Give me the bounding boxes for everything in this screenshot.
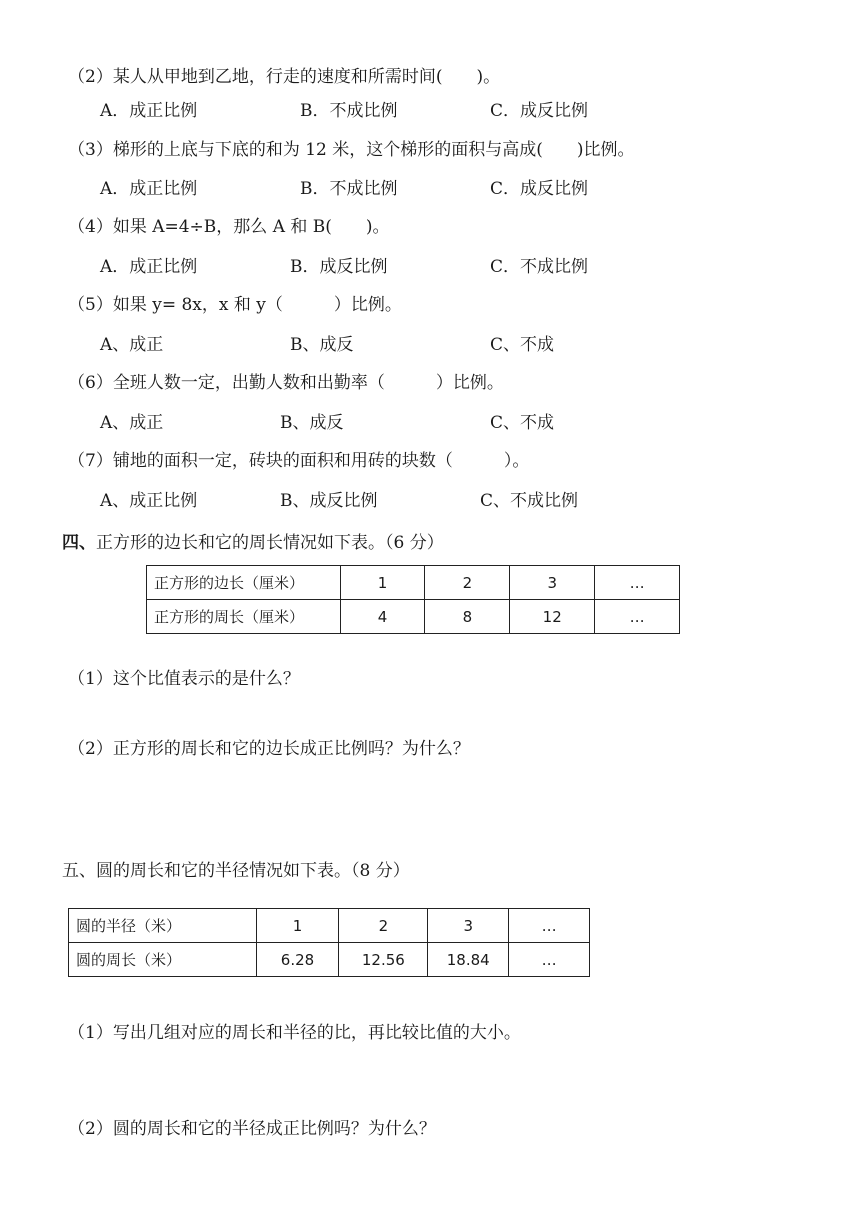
table-cell: 3 [428, 909, 509, 943]
table-header-cell: 圆的周长（米） [69, 943, 257, 977]
table-cell: … [509, 943, 590, 977]
question-4-stem: （4）如果 A=4÷B，那么 A 和 B( )。 [68, 217, 390, 237]
question-6-option-b: B、成反 [280, 413, 344, 433]
question-3-option-a: A．成正比例 [100, 179, 198, 199]
table-cell: 3 [510, 566, 595, 600]
table-header-cell: 圆的半径（米） [69, 909, 257, 943]
table-cell: 6.28 [256, 943, 339, 977]
question-6-option-c: C、不成 [490, 413, 555, 433]
table-header-cell: 正方形的周长（厘米） [147, 600, 341, 634]
question-3-stem: （3）梯形的上底与下底的和为 12 米，这个梯形的面积与高成( )比例。 [68, 140, 635, 160]
table-cell: 18.84 [428, 943, 509, 977]
question-5-stem: （5）如果 y= 8x，x 和 y（ ）比例。 [68, 295, 402, 315]
question-7-option-b: B、成反比例 [280, 491, 378, 511]
question-2-option-b: B．不成比例 [300, 101, 398, 121]
table-row [147, 566, 680, 600]
question-3-option-b: B．不成比例 [300, 179, 398, 199]
question-2-option-c: C．成反比例 [490, 101, 589, 121]
question-5-option-a: A、成正 [100, 335, 164, 355]
question-7-option-c: C、不成比例 [480, 491, 579, 511]
question-7-option-a: A、成正比例 [100, 491, 198, 511]
table-cell: 12 [510, 600, 595, 634]
table-row [147, 600, 680, 634]
question-5-option-b: B、成反 [290, 335, 354, 355]
section-4-title [62, 528, 444, 553]
question-5-option-c: C、不成 [490, 335, 555, 355]
table-cell: 2 [339, 909, 428, 943]
table-cell: 2 [425, 566, 510, 600]
table-header-cell: 正方形的边长（厘米） [147, 566, 341, 600]
question-2-stem: （2）某人从甲地到乙地，行走的速度和所需时间( )。 [68, 67, 501, 87]
question-4-option-b: B．成反比例 [290, 257, 388, 277]
section-4-table [146, 565, 680, 634]
table-cell: 4 [340, 600, 425, 634]
table-cell: … [509, 909, 590, 943]
section-4-number: 四、 [62, 533, 96, 553]
question-4-option-a: A．成正比例 [100, 257, 198, 277]
section-5-question-1: （1）写出几组对应的周长和半径的比，再比较比值的大小。 [68, 1023, 521, 1043]
section-5-title: 五、圆的周长和它的半径情况如下表。（8 分） [62, 861, 410, 881]
question-4-option-c: C．不成比例 [490, 257, 589, 277]
question-7-stem: （7）铺地的面积一定，砖块的面积和用砖的块数（ ）。 [68, 451, 530, 471]
table-cell: 12.56 [339, 943, 428, 977]
section-4-question-2: （2）正方形的周长和它的边长成正比例吗？为什么？ [68, 739, 470, 759]
table-cell: 1 [340, 566, 425, 600]
table-cell: 1 [256, 909, 339, 943]
table-cell: … [595, 566, 680, 600]
question-6-option-a: A、成正 [100, 413, 164, 433]
question-6-stem: （6）全班人数一定，出勤人数和出勤率（ ）比例。 [68, 373, 504, 393]
question-2-option-a: A．成正比例 [100, 101, 198, 121]
question-3-option-c: C．成反比例 [490, 179, 589, 199]
table-cell: … [595, 600, 680, 634]
section-5-table [68, 908, 590, 977]
table-cell: 8 [425, 600, 510, 634]
section-4-title-text: 正方形的边长和它的周长情况如下表。（6 分） [96, 533, 444, 553]
table-row [69, 909, 590, 943]
section-5-question-2: （2）圆的周长和它的半径成正比例吗？为什么？ [68, 1119, 436, 1139]
table-row [69, 943, 590, 977]
section-4-question-1: （1）这个比值表示的是什么？ [68, 669, 300, 689]
